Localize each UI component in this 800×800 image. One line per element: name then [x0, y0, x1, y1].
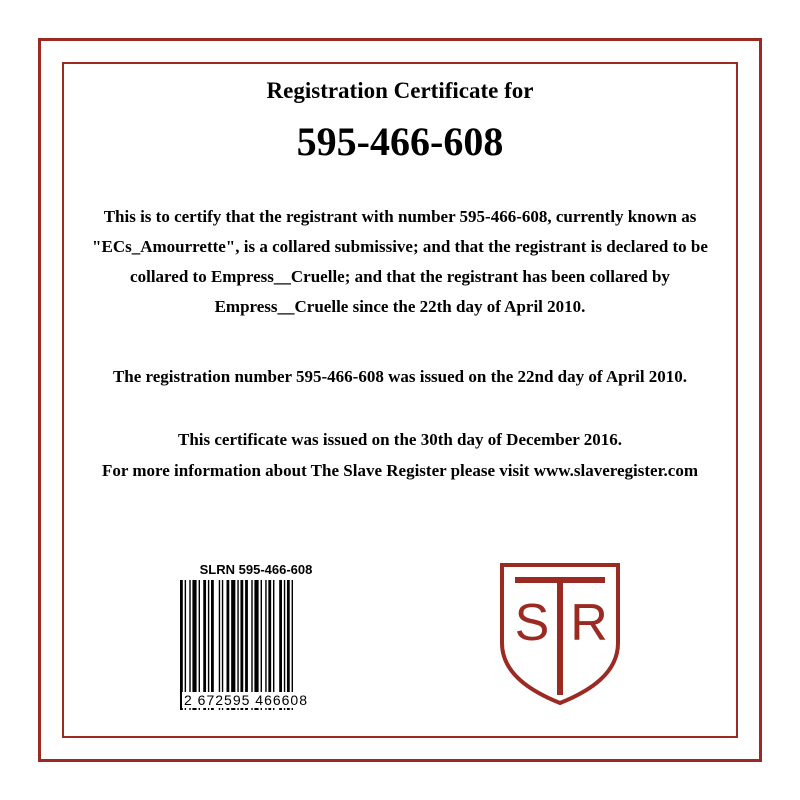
- logo-letter-r: R: [570, 594, 608, 652]
- logo-letter-s: S: [514, 594, 550, 652]
- str-shield-logo-icon: [498, 561, 624, 707]
- registration-number: 595-466-608: [296, 119, 504, 164]
- certification-paragraph: This is to certify that the registrant with number 595-466-608, currently known as "ECs_Amourrette", is a collared submissive; and that the registrant is declared to be collared to Empress__Cruelle; and that the registrant has been collared by Empress__Cruelle since the 22th day of April 2010.: [92, 207, 708, 316]
- more-info-line: For more information about The Slave Register please visit www.slaveregister.com: [101, 461, 699, 480]
- issue-date-paragraph: The registration number 595-466-608 was issued on the 22nd day of April 2010.: [112, 367, 688, 386]
- certificate-title: Registration Certificate for: [266, 78, 534, 103]
- barcode-label: SLRN 595-466-608: [199, 562, 313, 577]
- certificate-issued-line: This certificate was issued on the 30th day of December 2016.: [177, 430, 622, 449]
- barcode-digits: 2 672595 466608: [184, 692, 308, 708]
